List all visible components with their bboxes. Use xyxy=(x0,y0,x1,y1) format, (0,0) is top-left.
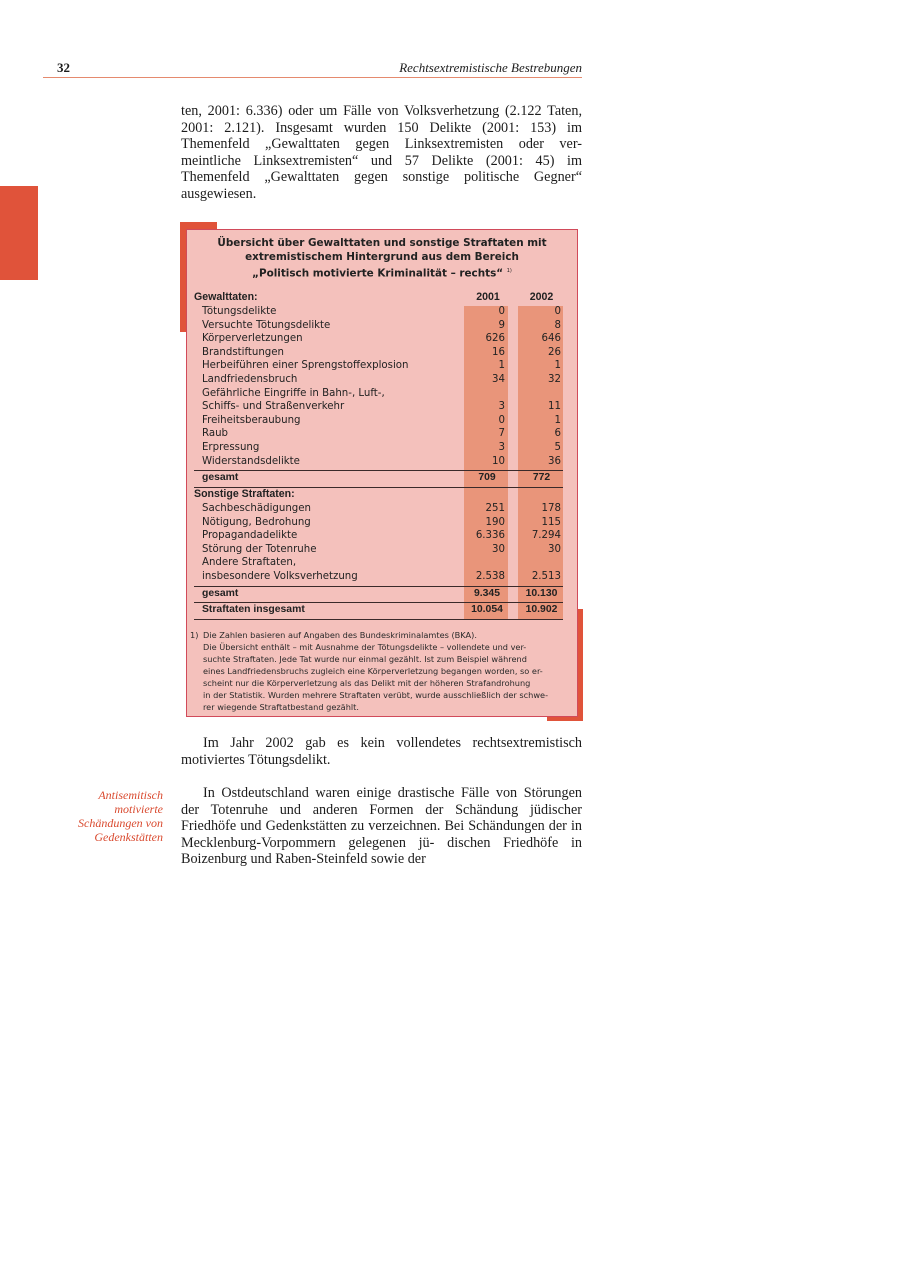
table-row: Raub 7 6 xyxy=(202,428,561,440)
table-row: Störung der Totenruhe 30 30 xyxy=(202,543,561,555)
table-row: Nötigung, Bedrohung 190 115 xyxy=(202,516,561,528)
paragraph-top: ten, 2001: 6.336) oder um Fälle von Volksverhetzung (2.122 Taten, 2001: 2.121). Insgesamt wurden 150 Delikte (2001: 153) im Themenfeld „Gewalttaten gegen Linksextremisten oder ver- meintliche Linksextremisten“ und 57 Delikte (2001: 45) im Themenfeld „Gewalttaten gegen sonstige politische Gegner“ ausgewiesen. xyxy=(181,103,583,202)
table-title: Übersicht über Gewalttaten und sonstige Straftaten mit extremistischem Hintergrund aus dem Bereich „Politisch motivierte Kriminalität – rechts“ $^{1)}$ xyxy=(217,237,547,280)
total-row-other: gesamt 9.345 10.130 xyxy=(202,588,558,599)
table-row: Andere Straftaten, xyxy=(202,557,297,569)
table-row: Schiffs- und Straßenverkehr 3 11 xyxy=(202,401,561,413)
table-row: Versuchte Tötungsdelikte 9 8 xyxy=(202,319,561,331)
column-header-2001: 2001 xyxy=(476,291,500,303)
total-row-violence: gesamt 709 772 xyxy=(202,472,551,483)
rule xyxy=(194,619,563,620)
table-row: Propagandadelikte 6.336 7.294 xyxy=(202,530,561,542)
section-heading-violence: Gewalttaten: 2001 2002 xyxy=(194,291,563,305)
table-row: Widerstandsdelikte 10 36 xyxy=(202,455,561,467)
page-number: 32 xyxy=(57,60,70,75)
paragraph-bottom: In Ostdeutschland waren einige drastische Fälle von Störungen der Totenruhe und anderen Formen der Schändung jüdischer Friedhöfe und Gedenkstätten zu verzeichnen. Bei Schändungen der in Mecklenburg-Vorpommern gelegenen jü- dischen Friedhöfe in Boizenburg und Raben-Steinfeld sowie der xyxy=(181,785,583,867)
table-row: insbesondere Volksverhetzung 2.538 2.513 xyxy=(202,571,561,582)
table-row: Erpressung 3 5 xyxy=(202,442,561,453)
statistics-table: Übersicht über Gewalttaten und sonstige Straftaten mit extremistischem Hintergrund aus dem Bereich „Politisch motivierte Kriminalität – rechts“ $^{1)}$ Gewalttaten: 2001 2002 Tötungsdelikte 0 0 Versuchte Tötungsdelikte 9 8 Körperverletzungen 626 646 Brandstiftungen 16 26 Herbeiführen einer Sprengstoffexplosion 1 1 Landfriedensbruch 34 32 Gefährliche Eingriffe in Bahn-, Luft-, Schiffs- und Straßenverkehr 3 11 Freiheitsberaubung 0 1 Raub 7 6 Erpressung 3 5 Widerstandsdelikte 10 36 gesamt 709 772 Sonstige Straftaten: Sachbeschädigungen 251 178 Nötigung, Bedrohung 190 115 Propagandadelikte 6.336 7.294 Störung der Totenruhe 30 30 Andere Straftaten, insbesondere Volksverhetzung 2.538 2.513 gesamt 9.345 10.130 Straftaten insgesamt 10.054 10.902 1) Die Zahlen basieren auf Angaben des Bundeskriminalamtes (BKA). Die Übersicht enthält – mit Ausnahme der Tötungsdelikte – vollendete und ver- suchte Straftaten. Jede Tat wurde nur einmal gezählt. Ist zum Beispiel während eines Landfriedensbruchs zugleich eine Körperverletzung begangen worden, so er- scheint nur die Körperverletzung als das Delikt mit der höheren Strafandrohung in der Statistik. Wurden mehrere Straftaten verübt, wurde ausschließlich der schwe- rer wiegende Straftatbestand gezählt. xyxy=(186,229,578,717)
margin-note: Antisemitisch motivierte Schändungen von Gedenkstätten xyxy=(78,788,163,844)
paragraph-middle: Im Jahr 2002 gab es kein vollendetes rechtsextremistisch motiviertes Tötungsdelikt. xyxy=(181,735,582,768)
section-heading-other: Sonstige Straftaten: xyxy=(194,488,295,500)
table-row: Sachbeschädigungen 251 178 xyxy=(202,503,561,514)
table-row: Landfriedensbruch 34 32 xyxy=(202,374,561,385)
table-row: Brandstiftungen 16 26 xyxy=(202,346,561,358)
column-header-2002: 2002 xyxy=(529,291,554,303)
table-row: Körperverletzungen 626 646 xyxy=(202,333,561,345)
running-head: Rechtsextremistische Bestrebungen xyxy=(399,60,582,75)
header-rule xyxy=(43,77,582,78)
table-row: Freiheitsberaubung 0 1 xyxy=(202,414,561,426)
table-row: Tötungsdelikte 0 0 xyxy=(202,306,561,317)
side-tab-marker xyxy=(0,186,38,280)
grand-total-row: Straftaten insgesamt 10.054 10.902 xyxy=(202,604,558,615)
table-row: Gefährliche Eingriffe in Bahn-, Luft-, xyxy=(202,387,385,399)
table-row: Herbeiführen einer Sprengstoffexplosion 1 1 xyxy=(202,360,561,372)
